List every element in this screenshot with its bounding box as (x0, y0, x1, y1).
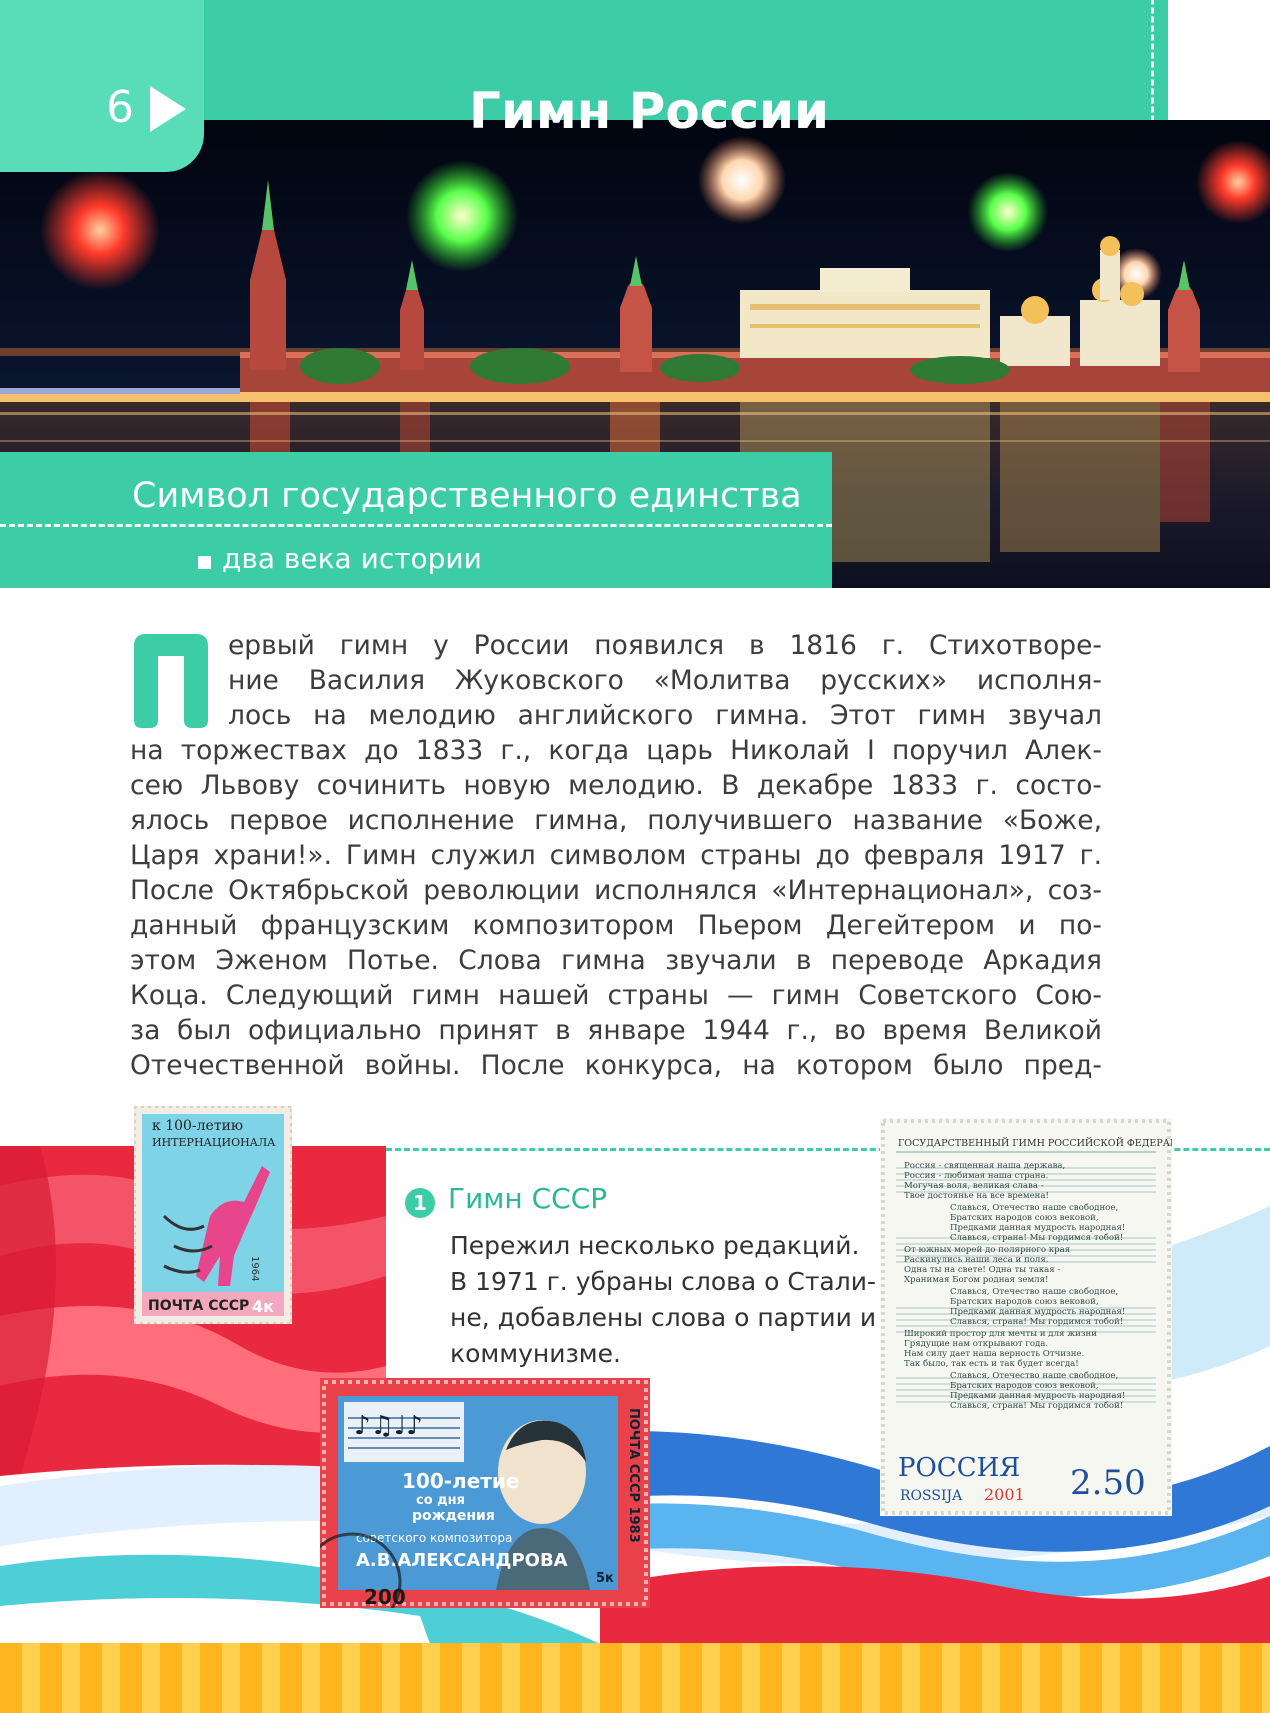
stamp1-year: 1964 (249, 1256, 260, 1282)
stamp3-verse: Так было, так есть и так будет всегда! (904, 1359, 1079, 1369)
stamp2-postmark: 200 (364, 1585, 406, 1608)
section-dashed-line (0, 524, 832, 527)
stamp2-value: 5к (596, 1571, 614, 1586)
stamp2-side-text: ПОЧТА СССР 1983 (626, 1408, 641, 1543)
stamp3-verse: Могучая воля, великая слава - (904, 1181, 1044, 1191)
orange-stripes-footer (0, 1643, 1270, 1713)
body-line: После Октябрьской революции исполнялся «Интернационал», соз- (130, 875, 1102, 906)
stamp3-verse: Россия - любимая наша страна. (904, 1171, 1049, 1181)
stamp1-value: 4к (252, 1297, 274, 1316)
page-title: Гимн России (468, 82, 830, 140)
caption-title: Гимн СССР (448, 1182, 608, 1215)
stamp3-verse: Братских народов союз вековой, (950, 1297, 1099, 1307)
stamp3-verse: Предками данная мудрость народная! (950, 1223, 1126, 1233)
body-line: Коца. Следующий гимн нашей страны — гимн Советского Сою- (130, 980, 1102, 1011)
stamp-internationale (134, 1106, 292, 1324)
section-title: Символ государственного единства (132, 476, 802, 516)
stamp3-verse: Широкий простор для мечты и для жизни (904, 1329, 1097, 1339)
drop-cap-text: П (171, 694, 172, 695)
stamp3-verse: Славься, Отечество наше свободное, (950, 1287, 1119, 1297)
stamp1-top-text: к 100-летию (152, 1118, 244, 1134)
stamp3-verse: Одна ты на свете! Одна ты такая - (904, 1265, 1061, 1275)
body-line: Отечественной войны. После конкурса, на котором было пред- (130, 1050, 1102, 1081)
body-line: ние Василия Жуковского «Молитва русских» исполня- (228, 665, 1102, 696)
stamp3-verse: Братских народов союз вековой, (950, 1213, 1099, 1223)
stamp-internationale-svg (134, 1106, 292, 1324)
body-line: данный французским композитором Пьером Дегейтером и по- (130, 910, 1102, 941)
stamp3-value: 2.50 (1070, 1463, 1146, 1503)
stamp1-top-text2: ИНТЕРНАЦИОНАЛА (152, 1136, 276, 1149)
stamp3-verse: Россия - священная наша держава, (904, 1161, 1066, 1171)
stamp3-verse: Раскинулись наши леса и поля. (904, 1255, 1049, 1265)
stamp2-anniversary: 100-летие (402, 1469, 520, 1493)
stamp3-verse: Твое достоянье на все времена! (904, 1191, 1049, 1201)
stamp3-verse: Братских народов союз вековой, (950, 1381, 1099, 1391)
stamp-anthem-svg (880, 1118, 1172, 1516)
stamp3-verse: Славься, страна! Мы гордимся тобой! (950, 1317, 1124, 1327)
stamp2-line3: рождения (412, 1508, 495, 1524)
body-line: Царя храни!». Гимн служил символом страны до февраля 1917 г. (130, 840, 1102, 871)
stamp3-year: 2001 (984, 1485, 1025, 1504)
stamp3-verse: Славься, страна! Мы гордимся тобой! (950, 1233, 1124, 1243)
svg-text:♪♫♩♪: ♪♫♩♪ (354, 1411, 423, 1441)
stamp2-line4: советского композитора (356, 1531, 513, 1545)
body-line: этом Эженом Потье. Слова гимна звучали в переводе Аркадия (130, 945, 1102, 976)
stamp3-verse: Грядущие нам открывают года. (904, 1339, 1049, 1349)
stamp3-verse: От южных морей до полярного края (904, 1245, 1071, 1255)
stamp3-country: РОССИЯ (898, 1453, 1021, 1483)
stamp3-country-latin: ROSSIJA (900, 1488, 963, 1504)
stamp2-line2: со дня (416, 1493, 465, 1508)
caption-line: Пережил несколько редакций. (450, 1231, 860, 1260)
body-line: сею Львову сочинить новую мелодию. В декабре 1833 г. состо- (130, 770, 1102, 801)
stamp3-verse: Предками данная мудрость народная! (950, 1307, 1126, 1317)
caption-line: В 1971 г. убраны слова о Стали- (450, 1267, 876, 1296)
stamp3-heading: ГОСУДАРСТВЕННЫЙ ГИМН РОССИЙСКОЙ ФЕДЕРАЦИИ (898, 1138, 1172, 1149)
stamp3-verse: Славься, Отечество наше свободное, (950, 1203, 1119, 1213)
square-bullet-icon (198, 556, 211, 569)
section-subtitle: два века истории (222, 542, 482, 575)
body-line: ервый гимн у России появился в 1816 г. Стихотворе- (228, 630, 1102, 661)
stamp-anthem-2001 (880, 1118, 1172, 1516)
caption-line: коммунизме. (450, 1339, 621, 1368)
stamp3-verse: Нам силу дает наша верность Отчизне. (904, 1349, 1085, 1359)
caption-line: не, добавлены слова о партии и (450, 1303, 877, 1332)
caption-number-badge: 1 (405, 1188, 435, 1218)
stamp3-verse: Предками данная мудрость народная! (950, 1391, 1126, 1401)
body-line: за был официально принят в январе 1944 г., во время Великой (130, 1015, 1102, 1046)
next-arrow-icon (150, 86, 186, 132)
stamp1-country: ПОЧТА СССР (148, 1298, 250, 1314)
stamp3-verse: Славься, страна! Мы гордимся тобой! (950, 1401, 1124, 1411)
body-line: ялось первое исполнение гимна, получившего название «Боже, (130, 805, 1102, 836)
drop-cap-letter (134, 634, 208, 728)
stamp-alexandrov-svg (320, 1378, 650, 1608)
stamp3-verse: Хранимая Богом родная земля! (904, 1275, 1049, 1285)
stamp2-name: А.В.АЛЕКСАНДРОВА (356, 1550, 568, 1571)
stamp-alexandrov (320, 1378, 650, 1608)
page-number: 6 (106, 82, 134, 133)
stamp3-verse: Славься, Отечество наше свободное, (950, 1371, 1119, 1381)
body-line: лось на мелодию английского гимна. Этот гимн звучал (228, 700, 1102, 731)
body-line: на торжествах до 1833 г., когда царь Николай I поручил Алек- (130, 735, 1102, 766)
